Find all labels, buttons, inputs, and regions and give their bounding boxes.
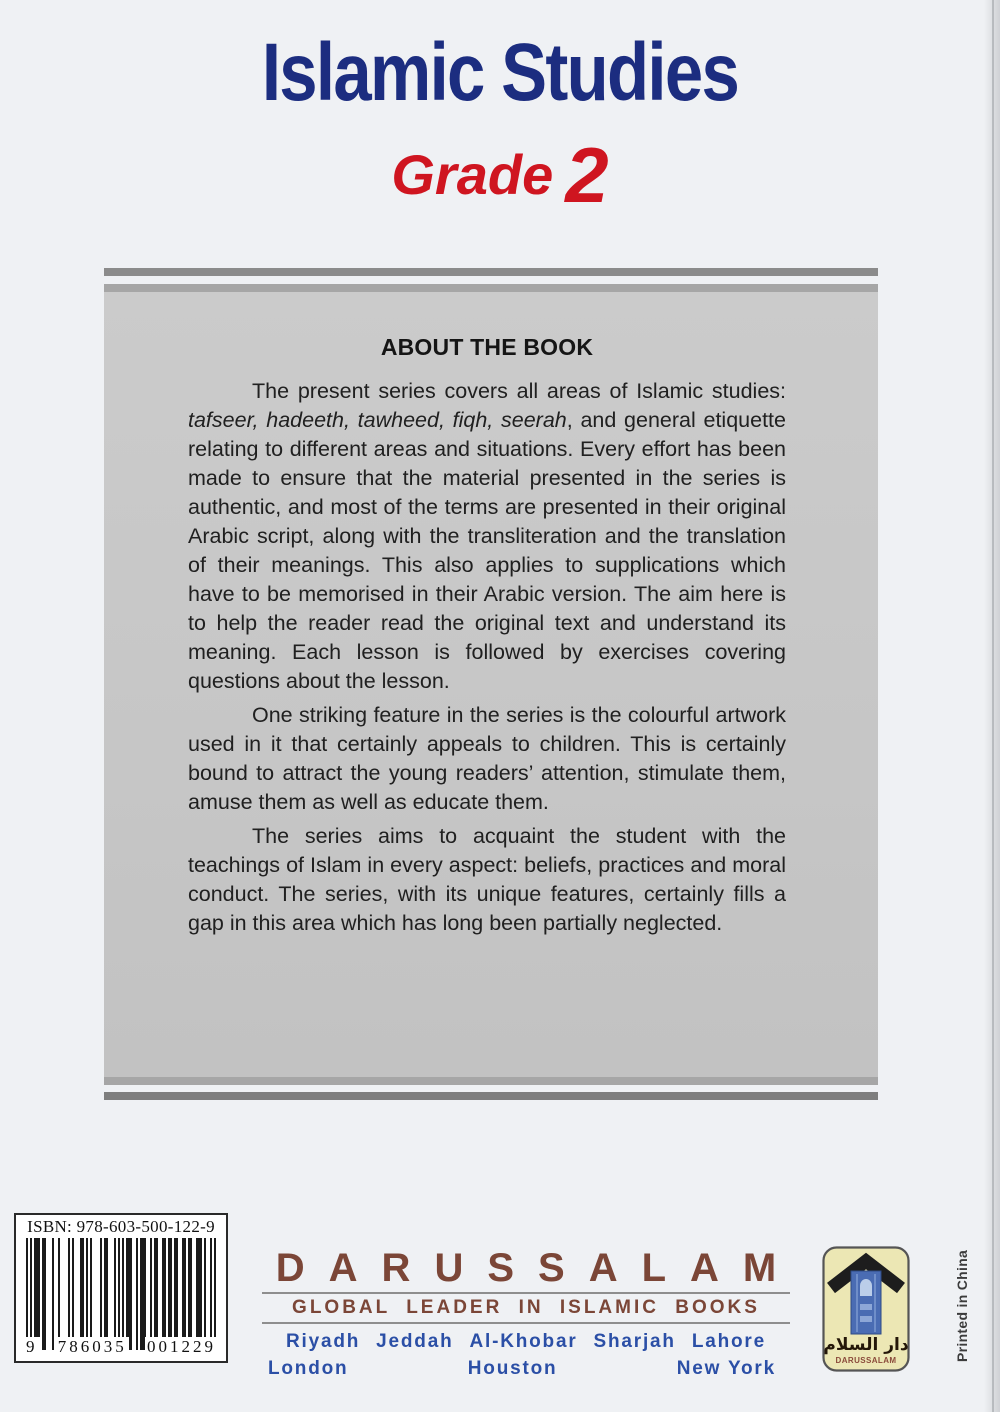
about-heading: ABOUT THE BOOK <box>380 334 594 360</box>
isbn-barcode <box>14 1213 228 1363</box>
publisher-city: Sharjah <box>593 1330 676 1352</box>
book-grade <box>0 130 1000 221</box>
publisher-city: Riyadh <box>286 1330 361 1352</box>
publisher-city: Al-Khobar <box>469 1330 578 1352</box>
publisher-cities-line2 <box>262 1358 790 1380</box>
isbn-label: ISBN: 978-603-500-122-9 <box>27 1217 215 1236</box>
barcode-bars <box>24 1238 218 1350</box>
building-arch-window <box>860 1279 872 1296</box>
about-paragraph: The series aims to acquaint the student with the teachings of Islam in every aspect: beliefs, practices and moral conduct. The series, with its unique features, certainly fills a gap in this area which has long been partially neglected. <box>188 824 786 935</box>
publisher-city: London <box>268 1357 349 1379</box>
publisher-city: Jeddah <box>376 1330 454 1352</box>
book-title: Islamic Studies <box>261 27 739 118</box>
publisher-tagline: GLOBAL LEADER IN ISLAMIC BOOKS <box>292 1296 760 1318</box>
barcode-digit-group: 001229 <box>147 1337 216 1356</box>
grade-word: Grade <box>391 143 554 206</box>
grade-number: 2 <box>565 131 609 219</box>
publisher-city: Lahore <box>691 1330 766 1352</box>
barcode-digits <box>24 1337 218 1357</box>
publisher-city: Houston <box>467 1357 558 1379</box>
page-edge-line <box>992 0 994 1412</box>
panel-bottom-inner-stripe <box>104 1077 878 1085</box>
darussalam-logo <box>822 1246 910 1372</box>
barcode-digit-group: 786035 <box>57 1337 127 1356</box>
building-detail-window <box>860 1304 872 1310</box>
about-paragraphs <box>188 377 786 938</box>
barcode-digit-group: 9 <box>26 1337 38 1356</box>
printed-in-china-note: Printed in China <box>954 1249 970 1362</box>
darussalam-logo-graphic <box>822 1246 910 1372</box>
publisher-name: DARUSSALAM <box>275 1246 801 1290</box>
about-the-book-panel <box>104 292 878 1077</box>
publisher-divider-bottom <box>262 1322 790 1324</box>
panel-top-outer-stripe <box>104 268 878 276</box>
about-paragraph: The present series covers all areas of Islamic studies: tafseer, hadeeth, tawheed, fiqh, seerah, and general etiquette relating to different areas and situations. Every effort has been made to ensure that the material presented in the series is authentic, and most of the terms are presented in their original Arabic script, along with the transliteration and the translation of their meanings. This also applies to supplications which have to be memorised in their Arabic version. The aim here is to help the reader read the original text and understand its meaning. Each lesson is followed by exercises covering questions about the lesson. <box>188 379 786 693</box>
publisher-block <box>262 1246 801 1380</box>
panel-top-inner-stripe <box>104 284 878 292</box>
publisher-city: New York <box>676 1357 776 1379</box>
logo-arabic-calligraphy: دار السلام <box>823 1335 909 1355</box>
publisher-divider-top <box>262 1292 790 1294</box>
publisher-cities-line1 <box>262 1331 790 1353</box>
building-detail-window <box>860 1316 872 1322</box>
about-paragraph: One striking feature in the series is the colourful artwork used in it that certainly appeals to children. This is certainly bound to attract the young readers’ attention, stimulate them, amuse them as well as educate them. <box>188 703 786 814</box>
logo-wordmark: DARUSSALAM <box>835 1356 897 1365</box>
panel-bottom-outer-stripe <box>104 1092 878 1100</box>
barcode-module <box>214 1238 216 1350</box>
